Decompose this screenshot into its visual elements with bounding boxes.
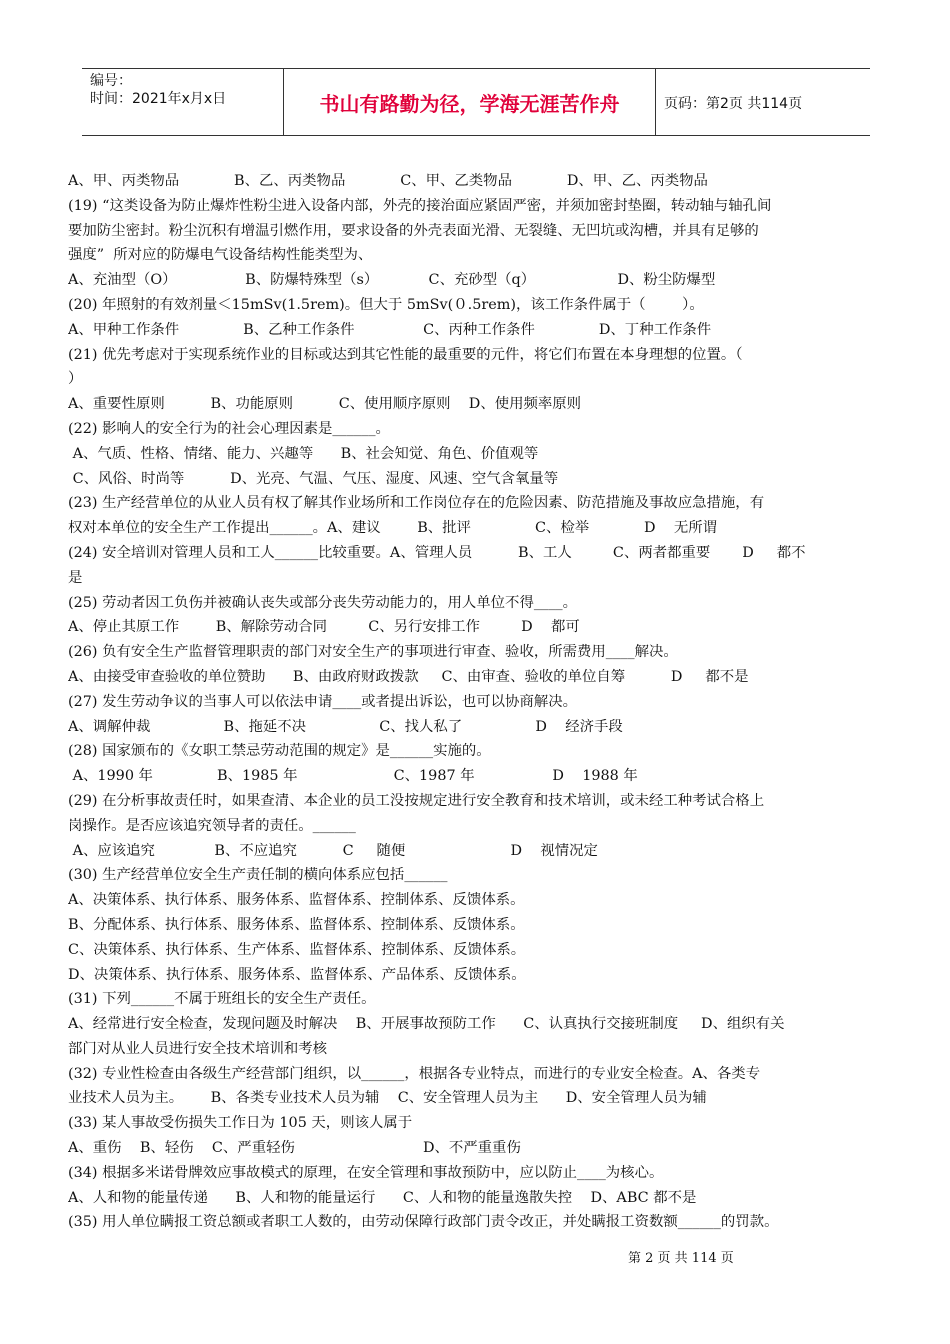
header-meta <box>82 69 284 136</box>
text-line: D、决策体系、执行体系、服务体系、监督体系、产品体系、反馈体系。 <box>68 966 526 983</box>
text-line: (25) 劳动者因工负伤并被确认丧失或部分丧失劳动能力的，用人单位不得____。 <box>68 594 578 611</box>
text-line: (32) 专业性检查由各级生产经营部门组织，以______，根据各专业特点，而进行的专业安全检查。A、各类专 <box>68 1065 761 1082</box>
text-line: A、甲、丙类物品 B、乙、丙类物品 C、甲、乙类物品 D、甲、乙、丙类物品 <box>68 173 708 189</box>
text-line: (26) 负有安全生产监督管理职责的部门对安全生产的事项进行审查、验收，所需费用____解决。 <box>68 644 678 661</box>
text-line: (29) 在分析事故责任时，如果查清、本企业的员工没按规定进行安全教育和技术培训，或未经工种考试合格上 <box>68 792 765 809</box>
text-line: A、由接受审查验收的单位赞助 B、由政府财政拨款 C、由审查、验收的单位自筹 D 都不是 <box>68 668 749 685</box>
document-body <box>68 169 888 1235</box>
text-line: (30) 生产经营单位安全生产责任制的横向体系应包括______ <box>68 867 448 884</box>
header-motto: 书山有路勤为径，学海无涯苦作舟 <box>284 69 656 136</box>
page-footer: 第 2 页 共 114 页 <box>628 1251 734 1266</box>
text-line: A、1990 年 B、1985 年 C、1987 年 D 1988 年 <box>68 768 638 785</box>
document-date: 时间：2021年x月x日 <box>90 91 227 107</box>
text-line: A、甲种工作条件 B、乙种工作条件 C、丙种工作条件 D、丁种工作条件 <box>68 321 712 338</box>
text-line: A、重伤 B、轻伤 C、严重轻伤 D、不严重重伤 <box>68 1140 521 1157</box>
text-line: A、充油型（O） B、防爆特殊型（s） C、充砂型（q） D、粉尘防爆型 <box>68 272 716 289</box>
text-line: (34) 根据多米诺骨牌效应事故模式的原理，在安全管理和事故预防中，应以防止____为核心。 <box>68 1164 664 1181</box>
text-line: (31) 下列______不属于班组长的安全生产责任。 <box>68 991 376 1008</box>
text-line: C、决策体系、执行体系、生产体系、监督体系、控制体系、反馈体系。 <box>68 941 526 958</box>
text-line: A、经常进行安全检查，发现问题及时解决 B、开展事故预防工作 C、认真执行交接班制度 D、组织有关 <box>68 1016 785 1033</box>
text-line: (23) 生产经营单位的从业人员有权了解其作业场所和工作岗位存在的危险因素、防范措施及事故应急措施，有 <box>68 495 765 512</box>
text-line: 强度” 所对应的防爆电气设备结构性能类型为、 <box>68 247 373 264</box>
text-line: C、风俗、时尚等 D、光亮、气温、气压、湿度、风速、空气含氧量等 <box>68 470 559 487</box>
text-line: (22) 影响人的安全行为的社会心理因素是______。 <box>68 420 390 437</box>
text-line: A、调解仲裁 B、拖延不决 C、找人私了 D 经济手段 <box>68 718 623 735</box>
text-line: (33) 某人事故受伤损失工作日为 105 天，则该人属于 <box>68 1115 413 1132</box>
text-line: 业技术人员为主。 B、各类专业技术人员为辅 C、安全管理人员为主 D、安全管理人员为辅 <box>68 1090 707 1107</box>
text-line: (27) 发生劳动争议的当事人可以依法申请____或者提出诉讼，也可以协商解决。 <box>68 693 578 710</box>
text-line: ） <box>68 371 83 388</box>
text-line: (20) 年照射的有效剂量＜15mSv(1.5rem)。但大于 5mSv(０.5rem)，该工作条件属于（ ）。 <box>68 296 704 313</box>
text-line: A、应该追究 B、不应追究 C 随便 D 视情况定 <box>68 842 598 859</box>
text-line: A、人和物的能量传递 B、人和物的能量运行 C、人和物的能量逸散失控 D、ABC 都不是 <box>68 1189 697 1206</box>
text-line: A、决策体系、执行体系、服务体系、监督体系、控制体系、反馈体系。 <box>68 892 525 909</box>
text-line: A、气质、性格、情绪、能力、兴趣等 B、社会知觉、角色、价值观等 <box>68 445 539 462</box>
text-line: 岗操作。是否应该追究领导者的责任。______ <box>68 817 356 834</box>
text-line: (35) 用人单位瞒报工资总额或者职工人数的，由劳动保障行政部门责令改正，并处瞒报工资数额______的罚款。 <box>68 1214 779 1231</box>
text-line: (21) 优先考虑对于实现系统作业的目标或达到其它性能的最重要的元件，将它们布置在本身理想的位置。（ <box>68 346 743 363</box>
text-line: 要加防尘密封。粉尘沉积有增温引燃作用，要求设备的外壳表面光滑、无裂缝、无凹坑或沟槽，并具有足够的 <box>68 222 759 239</box>
text-line: A、重要性原则 B、功能原则 C、使用顺序原则 D、使用频率原则 <box>68 396 582 413</box>
text-line: (19) “这类设备为防止爆炸性粉尘进入设备内部，外壳的接治面应紧固严密，并须加密封垫圈，转动轴与轴孔间 <box>68 197 772 214</box>
document-number-label: 编号： <box>90 73 132 89</box>
text-line: 部门对从业人员进行安全技术培训和考核 <box>68 1040 328 1057</box>
text-line: (24) 安全培训对管理人员和工人______比较重要。A、管理人员 B、工人 C、两者都重要 D 都不 <box>68 544 806 561</box>
text-line: B、分配体系、执行体系、服务体系、监督体系、控制体系、反馈体系。 <box>68 916 525 933</box>
page-header <box>82 68 870 136</box>
header-page-info: 页码：第2页 共114页 <box>664 95 803 112</box>
text-line: 是 <box>68 569 83 586</box>
text-line: 权对本单位的安全生产工作提出______。A、建议 B、批评 C、检举 D 无所谓 <box>68 520 718 537</box>
text-line: (28) 国家颁布的《女职工禁忌劳动范围的规定》是______实施的。 <box>68 743 491 760</box>
text-line: A、停止其原工作 B、解除劳动合同 C、另行安排工作 D 都可 <box>68 619 580 636</box>
